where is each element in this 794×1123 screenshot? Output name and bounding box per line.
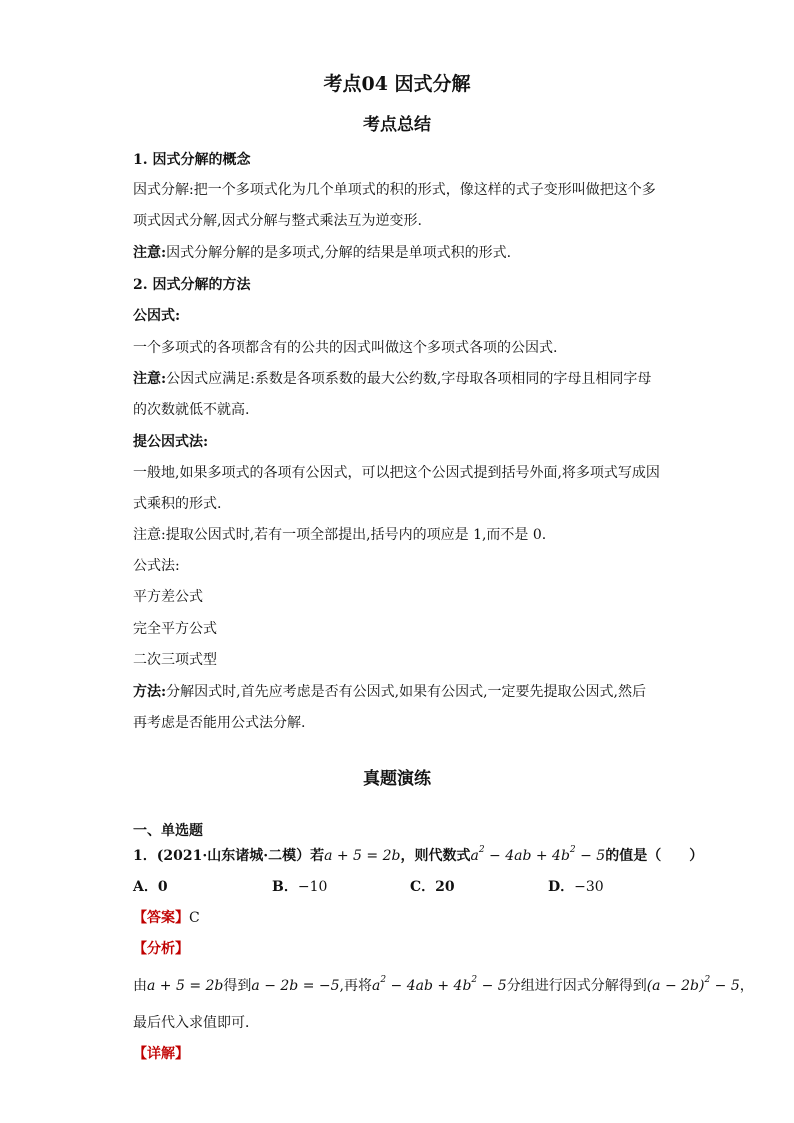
note-label: 注意: — [133, 371, 167, 387]
question-1-stem — [133, 847, 703, 865]
summary-heading: 考点总结 — [363, 115, 431, 135]
section-1-heading: 1. 因式分解的概念 — [133, 152, 251, 168]
analysis-line-2: 最后代入求值即可． — [133, 1015, 259, 1031]
factoring-out-line-1: 一般地,如果多项式的各项有公因式，可以把这个公因式提到括号外面,将多项式写成因 — [133, 465, 660, 481]
question-1-condition: a + 5 = 2b — [324, 848, 401, 864]
factoring-out-note: 注意:提取公因式时,若有一项全部提出,括号内的项应是 1,而不是 0. — [133, 527, 547, 543]
method-line-2: 再考虑是否能用公式法分解. — [133, 715, 306, 731]
section-1-definition-line-1: 因式分解:把一个多项式化为几个单项式的积的形式，像这样的式子变形叫做把这个多 — [133, 182, 656, 198]
note-label: 注意: — [133, 245, 167, 261]
multiple-choice-heading: 一、单选题 — [133, 823, 203, 839]
common-factor-definition: 一个多项式的各项都含有的公共的因式叫做这个多项式各项的公因式. — [133, 340, 558, 356]
formula-perfect-square: 完全平方公式 — [133, 621, 217, 637]
factoring-out-heading: 提公因式法: — [133, 434, 209, 450]
section-1-definition-line-2: 项式因式分解,因式分解与整式乘法互为逆变形. — [133, 213, 422, 229]
note-text: 因式分解分解的是多项式,分解的结果是单项式积的形式. — [166, 245, 512, 261]
formula-method-heading: 公式法: — [133, 558, 180, 574]
question-1-suffix: 的值是（ ） — [605, 848, 704, 864]
answer-label: 【答案】 — [133, 910, 189, 926]
method-label: 方法: — [133, 684, 167, 700]
note-text: 公因式应满足:系数是各项系数的最大公约数,字母取各项相同的字母且相同字母 — [166, 371, 652, 387]
option-a: A．0 — [133, 879, 168, 895]
section-2-heading: 2. 因式分解的方法 — [133, 277, 251, 293]
doc-title: 考点04 因式分解 — [323, 73, 471, 95]
method-text: 分解因式时,首先应考虑是否有公因式,如果有公因式,一定要先提取公因式,然后 — [166, 684, 646, 700]
analysis-line-1: 由a + 5 = 2b得到a − 2b = −5,再将$a^2 - 4ab + 4b^2 - 5$分组进行因式分解得到$(a - 2b)^2 - 5$， — [133, 975, 754, 994]
common-factor-note-line-1 — [133, 370, 651, 388]
practice-heading: 真题演练 — [363, 769, 431, 789]
question-1-source: 1．(2021·山东诸城·二模）若 — [133, 848, 325, 864]
section-1-note — [133, 244, 511, 262]
common-factor-heading: 公因式: — [133, 308, 181, 324]
method-line-1 — [133, 683, 646, 701]
factoring-out-line-2: 式乘积的形式. — [133, 496, 222, 512]
option-d: D．−30 — [548, 879, 604, 895]
answer-line — [133, 909, 200, 927]
common-factor-note-line-2: 的次数就低不就高. — [133, 402, 250, 418]
question-1-mid: ，则代数式 — [400, 848, 471, 864]
option-c: C．20 — [410, 879, 455, 895]
detail-label: 【详解】 — [133, 1046, 189, 1062]
analysis-label: 【分析】 — [133, 941, 189, 957]
question-1-expression: $a^2 - 4ab + 4b^2 - 5$ — [470, 845, 606, 864]
answer-value: C — [189, 910, 200, 926]
formula-quadratic-trinomial: 二次三项式型 — [133, 652, 217, 668]
option-b: B．−10 — [272, 879, 328, 895]
formula-difference-of-squares: 平方差公式 — [133, 589, 203, 605]
